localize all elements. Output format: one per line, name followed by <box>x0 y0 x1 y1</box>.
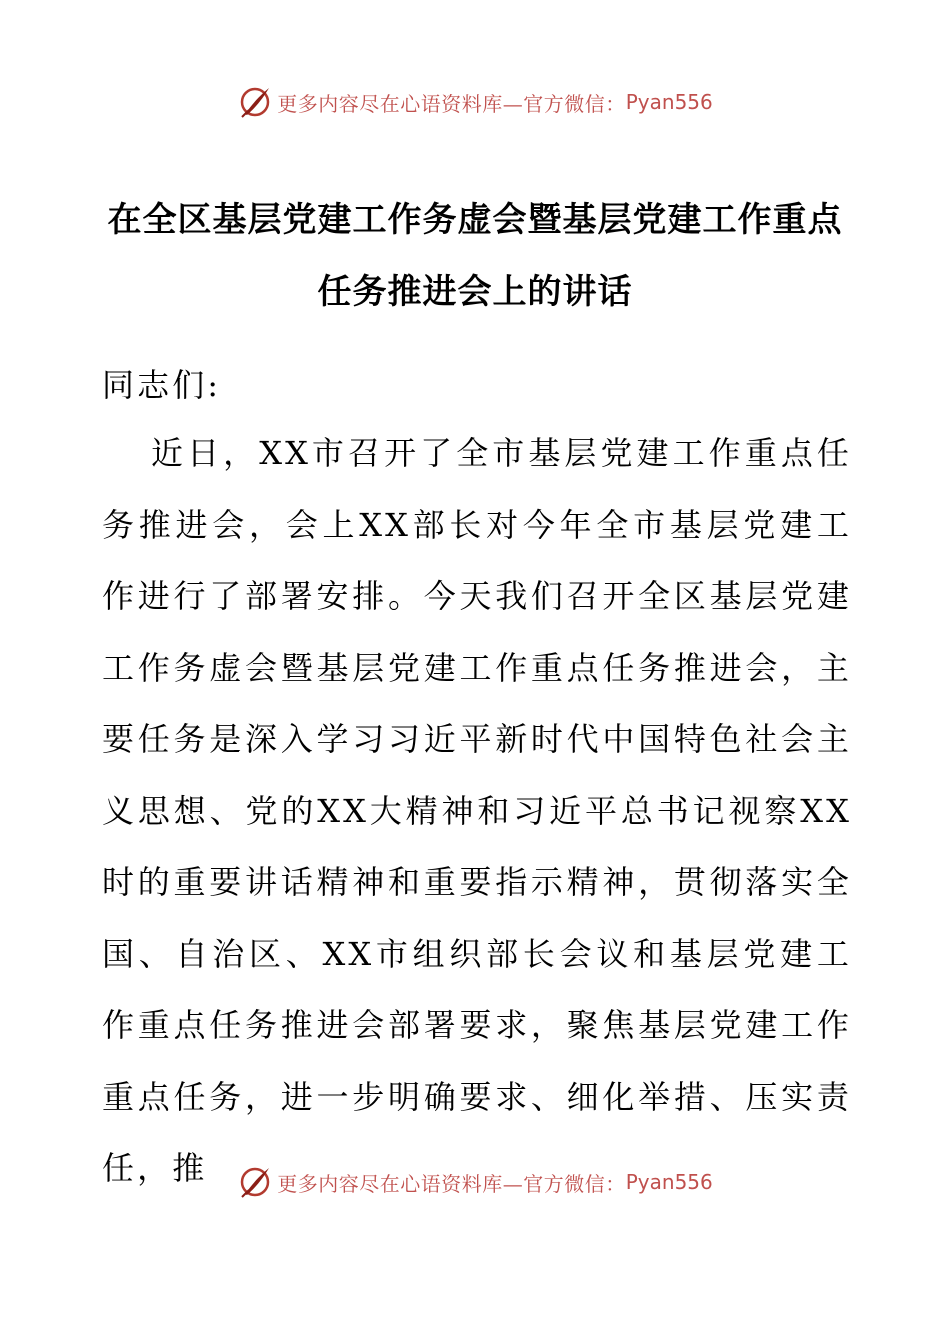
quill-pen-logo-icon <box>237 1164 273 1200</box>
footer-watermark <box>0 1162 950 1202</box>
watermark-wechat-id: Pyan556 <box>625 90 713 114</box>
greeting: 同志们: <box>102 366 222 404</box>
document-title <box>80 184 870 328</box>
watermark-wechat-id: Pyan556 <box>625 1170 713 1194</box>
body-paragraph: 近日，XX市召开了全市基层党建工作重点任务推进会，会上XX部长对今年全市基层党建工作进行了部署安排。今天我们召开全区基层党建工作务虚会暨基层党建工作重点任务推进会，主要任务是深入学习习近平新时代中国特色社会主义思想、党的XX大精神和习近平总书记视察XX时的重要讲话精神和重要指示精神，贯彻落实全国、自治区、XX市组织部长会议和基层党建工作重点任务推进会部署要求，聚焦基层党建工作重点任务，进一步明确要求、细化举措、压实责任，推 <box>102 434 852 1187</box>
title-line-2: 任务推进会上的讲话 <box>317 272 633 312</box>
watermark-text: 更多内容尽在心语资料库—官方微信： <box>277 1171 626 1196</box>
watermark-text: 更多内容尽在心语资料库—官方微信： <box>277 91 626 116</box>
quill-pen-logo-icon <box>237 84 273 120</box>
title-line-1: 在全区基层党建工作务虚会暨基层党建工作重点 <box>107 200 843 240</box>
header-watermark <box>0 82 950 122</box>
